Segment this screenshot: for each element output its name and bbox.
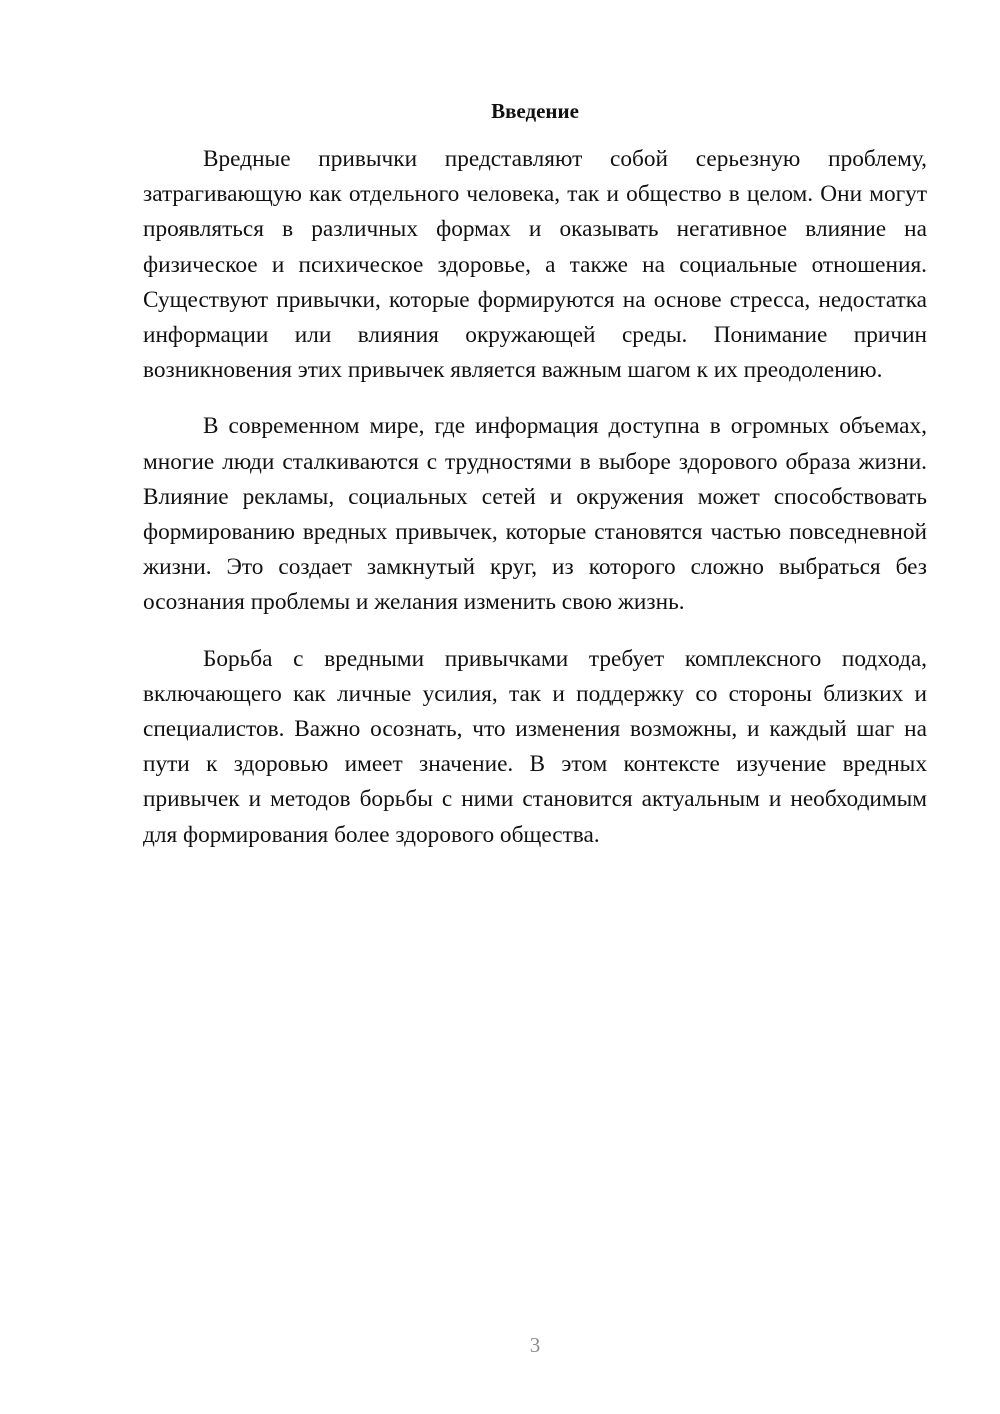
section-title: Введение bbox=[491, 99, 579, 123]
body-text bbox=[143, 142, 927, 874]
paragraph-2: В современном мире, где информация доступна в огромных объемах, многие люди сталкиваются с трудностями в выборе здорового образа жизни. Влияние рекламы, социальных сетей и окружения может способствовать формированию вредных привычек, которые становятся частью повседневной жизни. Это создает замкнутый круг, из которого сложно выбраться без осознания проблемы и желания изменить свою жизнь. bbox=[143, 413, 927, 616]
paragraph-1: Вредные привычки представляют собой серьезную проблему, затрагивающую как отдельного человека, так и общество в целом. Они могут проявляться в различных формах и оказывать негативное влияние на физическое и психическое здоровье, а также на социальные отношения. Существуют привычки, которые формируются на основе стресса, недостатка информации или влияния окружающей среды. Понимание причин возникновения этих привычек является важным шагом к их преодолению. bbox=[143, 146, 927, 384]
paragraph-3: Борьба с вредными привычками требует комплексного подхода, включающего как личные усилия, так и поддержку со стороны близких и специалистов. Важно осознать, что изменения возможны, и каждый шаг на пути к здоровью имеет значение. В этом контексте изучение вредных привычек и методов борьбы с ними становится актуальным и необходимым для формирования более здорового общества. bbox=[143, 645, 927, 848]
page-number: 3 bbox=[529, 1333, 541, 1357]
